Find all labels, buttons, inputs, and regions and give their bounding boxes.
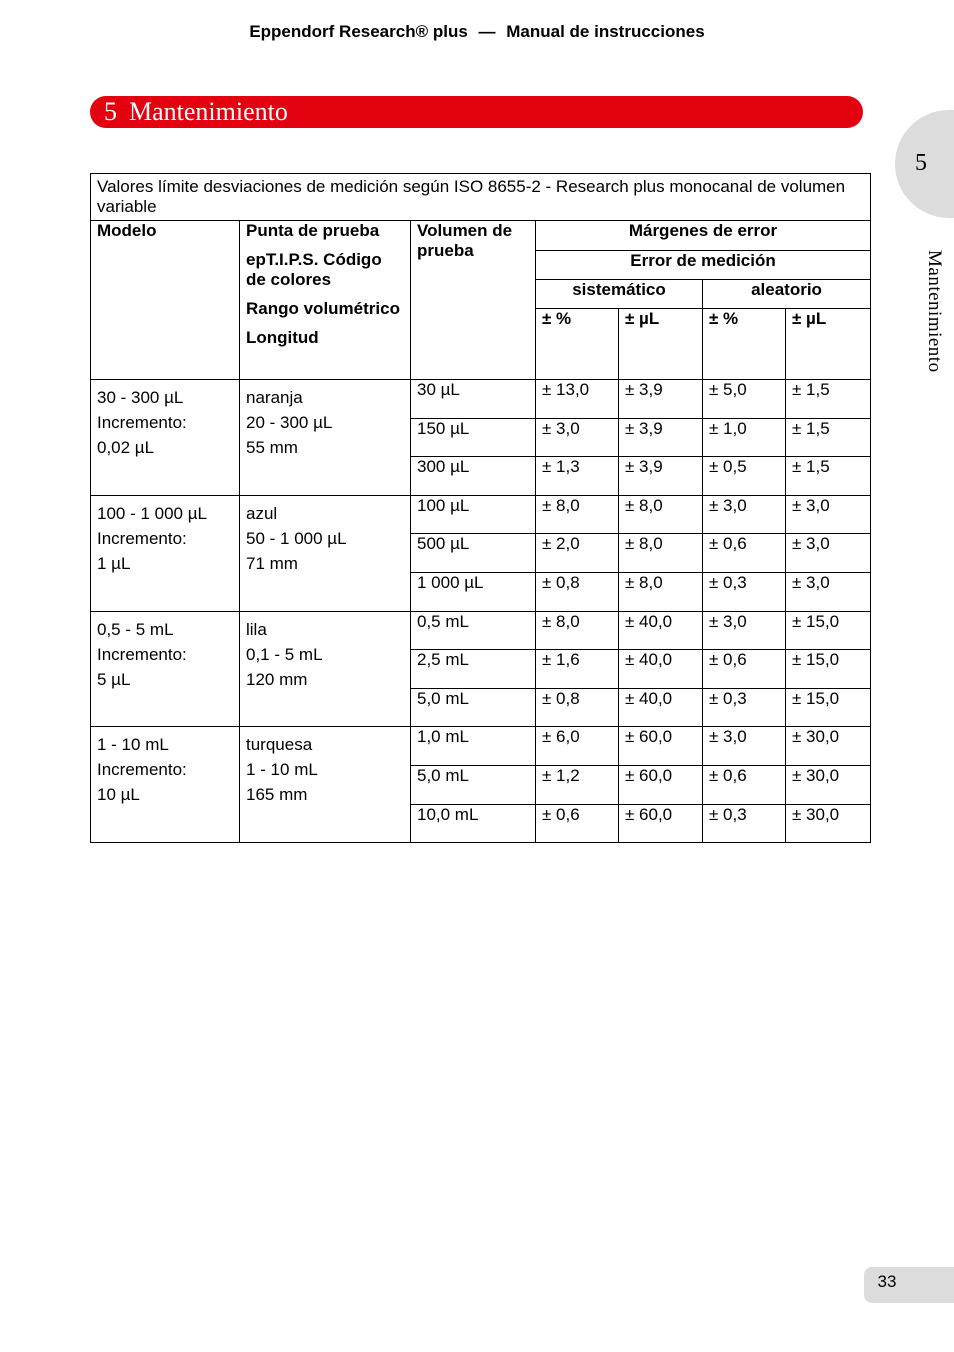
running-header bbox=[0, 22, 954, 42]
volumen-cell: 30 µL bbox=[411, 380, 536, 419]
punta-line: 1 - 10 mL bbox=[246, 760, 318, 780]
sist-pct-cell: ± 8,0 bbox=[536, 611, 619, 650]
alea-pct-cell: ± 0,3 bbox=[703, 688, 786, 727]
side-tab-label: Mantenimiento bbox=[924, 250, 945, 373]
punta-cell bbox=[240, 380, 411, 496]
sist-ul-cell: ± 3,9 bbox=[619, 418, 703, 457]
modelo-cell bbox=[91, 380, 240, 496]
alea-ul-cell: ± 30,0 bbox=[786, 765, 871, 804]
unit-header-alea-pct: ± % bbox=[703, 309, 786, 380]
chapter-number: 5 bbox=[104, 97, 117, 126]
alea-pct-cell: ± 0,6 bbox=[703, 534, 786, 573]
modelo-cell bbox=[91, 495, 240, 611]
chapter-title: Mantenimiento bbox=[129, 97, 288, 126]
punta-line: naranja bbox=[246, 388, 303, 407]
punta-line: 55 mm bbox=[246, 438, 298, 457]
volumen-cell: 5,0 mL bbox=[411, 765, 536, 804]
modelo-line: 0,02 µL bbox=[97, 438, 155, 457]
punta-cell bbox=[240, 727, 411, 843]
alea-pct-cell: ± 0,6 bbox=[703, 650, 786, 689]
modelo-cell bbox=[91, 611, 240, 727]
modelo-line: Incremento: bbox=[97, 413, 187, 432]
sist-pct-cell: ± 1,3 bbox=[536, 457, 619, 496]
modelo-line: 30 - 300 µL bbox=[97, 388, 184, 407]
alea-pct-cell: ± 1,0 bbox=[703, 418, 786, 457]
volumen-cell: 300 µL bbox=[411, 457, 536, 496]
punta-line: 71 mm bbox=[246, 553, 298, 573]
header-separator: — bbox=[478, 22, 496, 41]
punta-line: 165 mm bbox=[246, 785, 308, 805]
sist-pct-cell: ± 6,0 bbox=[536, 727, 619, 766]
volumen-cell: 5,0 mL bbox=[411, 688, 536, 727]
punta-line: lila bbox=[246, 619, 267, 639]
modelo-line: 10 µL bbox=[97, 785, 140, 805]
sist-pct-cell: ± 0,8 bbox=[536, 572, 619, 611]
volumen-cell: 10,0 mL bbox=[411, 804, 536, 843]
table-row bbox=[91, 611, 871, 650]
volumen-cell: 1,0 mL bbox=[411, 727, 536, 766]
alea-ul-cell: ± 1,5 bbox=[786, 380, 871, 419]
unit-header-sist-pct: ± % bbox=[536, 309, 619, 380]
sist-ul-cell: ± 40,0 bbox=[619, 611, 703, 650]
alea-pct-cell: ± 3,0 bbox=[703, 611, 786, 650]
alea-ul-cell: ± 15,0 bbox=[786, 611, 871, 650]
alea-ul-cell: ± 3,0 bbox=[786, 534, 871, 573]
modelo-line: 100 - 1 000 µL bbox=[97, 503, 207, 523]
col-header-modelo: Modelo bbox=[91, 221, 240, 380]
punta-line: 50 - 1 000 µL bbox=[246, 528, 347, 548]
sist-pct-cell: ± 8,0 bbox=[536, 495, 619, 534]
table-row bbox=[91, 495, 871, 534]
sist-ul-cell: ± 8,0 bbox=[619, 495, 703, 534]
col-header-volumen: Volumen de prueba bbox=[411, 221, 536, 380]
modelo-line: Incremento: bbox=[97, 760, 187, 780]
unit-header-sist-ul: ± µL bbox=[619, 309, 703, 380]
punta-line-4: Longitud bbox=[246, 328, 319, 347]
sist-ul-cell: ± 8,0 bbox=[619, 534, 703, 573]
col-header-error: Error de medición bbox=[536, 251, 871, 280]
volumen-cell: 1 000 µL bbox=[411, 572, 536, 611]
modelo-line: 1 - 10 mL bbox=[97, 735, 169, 755]
punta-cell bbox=[240, 611, 411, 727]
sist-pct-cell: ± 13,0 bbox=[536, 380, 619, 419]
volumen-cell: 2,5 mL bbox=[411, 650, 536, 689]
table-row bbox=[91, 727, 871, 766]
punta-line-2: epT.I.P.S. Código de colores bbox=[246, 250, 382, 289]
alea-pct-cell: ± 0,6 bbox=[703, 765, 786, 804]
header-product: Eppendorf Research® plus bbox=[249, 22, 468, 41]
alea-ul-cell: ± 15,0 bbox=[786, 650, 871, 689]
alea-ul-cell: ± 1,5 bbox=[786, 457, 871, 496]
volumen-cell: 0,5 mL bbox=[411, 611, 536, 650]
unit-header-alea-ul: ± µL bbox=[786, 309, 871, 380]
alea-pct-cell: ± 5,0 bbox=[703, 380, 786, 419]
deviation-limits-table bbox=[90, 173, 871, 843]
sist-ul-cell: ± 3,9 bbox=[619, 457, 703, 496]
alea-pct-cell: ± 0,5 bbox=[703, 457, 786, 496]
col-header-sistematico: sistemático bbox=[536, 280, 703, 309]
sist-ul-cell: ± 60,0 bbox=[619, 804, 703, 843]
table-row bbox=[91, 380, 871, 419]
alea-pct-cell: ± 3,0 bbox=[703, 727, 786, 766]
alea-ul-cell: ± 30,0 bbox=[786, 804, 871, 843]
col-header-punta bbox=[240, 221, 411, 380]
alea-ul-cell: ± 1,5 bbox=[786, 418, 871, 457]
punta-line: 20 - 300 µL bbox=[246, 413, 333, 432]
modelo-line: 5 µL bbox=[97, 669, 131, 689]
volumen-cell: 150 µL bbox=[411, 418, 536, 457]
alea-ul-cell: ± 3,0 bbox=[786, 572, 871, 611]
sist-ul-cell: ± 60,0 bbox=[619, 727, 703, 766]
punta-line: turquesa bbox=[246, 735, 313, 755]
alea-pct-cell: ± 3,0 bbox=[703, 495, 786, 534]
volumen-cell: 500 µL bbox=[411, 534, 536, 573]
volumen-cell: 100 µL bbox=[411, 495, 536, 534]
sist-pct-cell: ± 0,8 bbox=[536, 688, 619, 727]
modelo-line: 1 µL bbox=[97, 553, 131, 573]
page-number: 33 bbox=[877, 1272, 897, 1291]
punta-line: azul bbox=[246, 503, 278, 523]
modelo-cell bbox=[91, 727, 240, 843]
punta-cell bbox=[240, 495, 411, 611]
header-doc-title: Manual de instrucciones bbox=[506, 22, 705, 41]
modelo-line: Incremento: bbox=[97, 644, 187, 664]
punta-line: 0,1 - 5 mL bbox=[246, 644, 323, 664]
sist-ul-cell: ± 60,0 bbox=[619, 765, 703, 804]
punta-line: 120 mm bbox=[246, 669, 308, 689]
sist-pct-cell: ± 1,2 bbox=[536, 765, 619, 804]
side-tab-number: 5 bbox=[915, 150, 927, 176]
sist-ul-cell: ± 3,9 bbox=[619, 380, 703, 419]
sist-ul-cell: ± 8,0 bbox=[619, 572, 703, 611]
alea-ul-cell: ± 15,0 bbox=[786, 688, 871, 727]
punta-line-3: Rango volumétrico bbox=[246, 299, 400, 318]
chapter-heading bbox=[90, 96, 863, 128]
table-caption: Valores límite desviaciones de medición según ISO 8655-2 - Research plus monocanal de volumen variable bbox=[91, 174, 871, 221]
punta-line-1: Punta de prueba bbox=[246, 221, 380, 240]
alea-pct-cell: ± 0,3 bbox=[703, 804, 786, 843]
alea-pct-cell: ± 0,3 bbox=[703, 572, 786, 611]
sist-ul-cell: ± 40,0 bbox=[619, 688, 703, 727]
sist-pct-cell: ± 1,6 bbox=[536, 650, 619, 689]
alea-ul-cell: ± 30,0 bbox=[786, 727, 871, 766]
sist-ul-cell: ± 40,0 bbox=[619, 650, 703, 689]
alea-ul-cell: ± 3,0 bbox=[786, 495, 871, 534]
sist-pct-cell: ± 2,0 bbox=[536, 534, 619, 573]
sist-pct-cell: ± 3,0 bbox=[536, 418, 619, 457]
modelo-line: Incremento: bbox=[97, 528, 187, 548]
modelo-line: 0,5 - 5 mL bbox=[97, 619, 174, 639]
col-header-margenes: Márgenes de error bbox=[536, 221, 871, 251]
sist-pct-cell: ± 0,6 bbox=[536, 804, 619, 843]
col-header-aleatorio: aleatorio bbox=[703, 280, 871, 309]
